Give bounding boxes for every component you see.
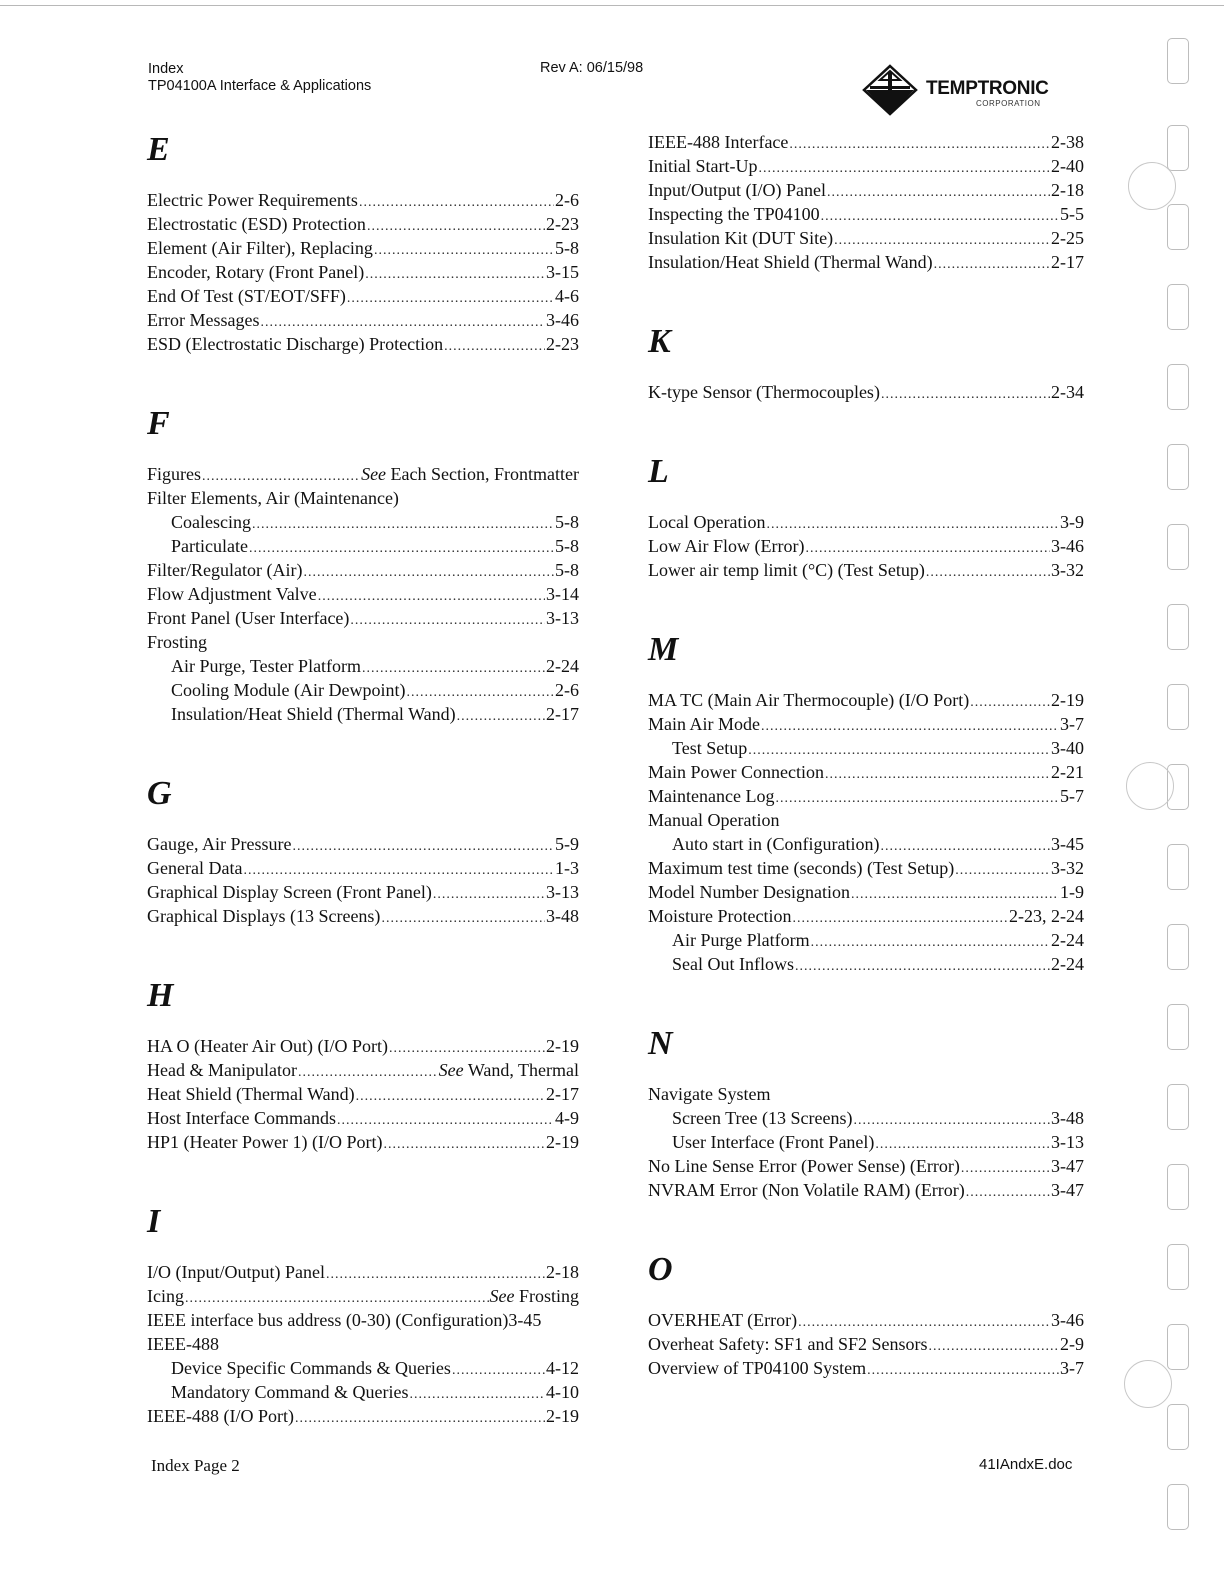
header-doc-title: TP04100A Interface & Applications (148, 78, 372, 94)
index-subentry (147, 654, 579, 678)
entry-page: 2-19 (1051, 690, 1084, 710)
entry-page: 5-8 (555, 512, 579, 532)
index-entry (648, 688, 1084, 712)
see-target: Wand, Thermal (467, 1060, 579, 1080)
index-section (147, 130, 579, 356)
entry-page: 2-21 (1051, 762, 1084, 782)
entry-term: Overview of TP04100 System (648, 1358, 867, 1378)
see-reference: See (438, 1060, 464, 1080)
entry-term: Low Air Flow (Error) (648, 536, 805, 556)
entry-term: Main Air Mode (648, 714, 760, 734)
entry-page: 2-19 (546, 1132, 579, 1152)
index-entry (648, 226, 1084, 250)
index-entry (147, 188, 579, 212)
entry-term: Electric Power Requirements (147, 190, 358, 210)
entry-list (147, 188, 579, 356)
entry-term: Figures (147, 464, 201, 484)
ring-hole (1124, 1360, 1172, 1408)
entry-list (147, 832, 579, 928)
entry-page: 5-8 (555, 238, 579, 258)
entry-term: Seal Out Inflows (672, 954, 794, 974)
index-entry (648, 1356, 1084, 1380)
index-entry (648, 1178, 1084, 1202)
index-subentry (147, 1356, 579, 1380)
entry-page: 2-34 (1051, 382, 1084, 402)
dot-leader (367, 215, 545, 239)
entry-term: Element (Air Filter), Replacing (147, 238, 373, 258)
index-section (147, 404, 579, 726)
dot-leader (350, 609, 545, 633)
entry-page: 3-15 (546, 262, 579, 282)
header-revision: Rev A: 06/15/98 (540, 60, 644, 76)
dot-leader (811, 931, 1050, 955)
entry-term: No Line Sense Error (Power Sense) (Error) (648, 1156, 960, 1176)
entry-page: 2-18 (1051, 180, 1084, 200)
entry-term: NVRAM Error (Non Volatile RAM) (Error) (648, 1180, 965, 1200)
entry-page: 2-25 (1051, 228, 1084, 248)
entry-page: 3-45 (1051, 834, 1084, 854)
section-letter: I (147, 1203, 161, 1240)
index-entry (147, 558, 579, 582)
index-subentry (147, 678, 579, 702)
index-entry (147, 1082, 579, 1106)
footer-file-name: 41IAndxE.doc (979, 1456, 1073, 1473)
index-entry (147, 832, 579, 856)
index-entry (147, 1404, 579, 1428)
index-subentry (648, 832, 1084, 856)
entry-term: Manual Operation (648, 810, 780, 830)
dot-leader (409, 1383, 545, 1407)
entry-term: Inspecting the TP04100 (648, 204, 820, 224)
entry-page: 2-17 (546, 704, 579, 724)
dot-leader (292, 835, 554, 859)
index-entry (147, 212, 579, 236)
index-entry (147, 582, 579, 606)
section-letter: K (648, 323, 671, 360)
entry-list (648, 1082, 1084, 1202)
entry-page: 2-23, 2-24 (1009, 906, 1084, 926)
entry-term: Maintenance Log (648, 786, 775, 806)
entry-term: Filter/Regulator (Air) (147, 560, 303, 580)
entry-term: Maximum test time (seconds) (Test Setup) (648, 858, 955, 878)
entry-page: 2-38 (1051, 132, 1084, 152)
dot-leader (347, 287, 554, 311)
section-letter: N (648, 1025, 673, 1062)
dot-leader (867, 1359, 1059, 1383)
section-letter: O (648, 1251, 673, 1288)
see-reference: See (361, 464, 387, 484)
entry-term: IEEE interface bus address (0-30) (Configuration)3-45 (147, 1310, 542, 1330)
entry-page: 4-12 (546, 1358, 579, 1378)
entry-list (147, 462, 579, 726)
entry-page: 3-7 (1060, 714, 1084, 734)
index-subentry (648, 1106, 1084, 1130)
entry-term: Heat Shield (Thermal Wand) (147, 1084, 355, 1104)
index-entry (648, 154, 1084, 178)
dot-leader (383, 1133, 545, 1157)
dot-leader (955, 859, 1050, 883)
entry-page: 2-17 (546, 1084, 579, 1104)
section-letter: F (147, 405, 170, 442)
index-subentry (147, 1380, 579, 1404)
entry-term: End Of Test (ST/EOT/SFF) (147, 286, 346, 306)
entry-term: K-type Sensor (Thermocouples) (648, 382, 880, 402)
index-entry (648, 784, 1084, 808)
index-subentry (648, 1130, 1084, 1154)
index-section (648, 1250, 1084, 1380)
entry-page: 3-14 (546, 584, 579, 604)
entry-page: 2-24 (1051, 954, 1084, 974)
temptronic-logo (860, 64, 1060, 118)
entry-page: 5-7 (1060, 786, 1084, 806)
index-section (147, 774, 579, 928)
entry-term: Screen Tree (13 Screens) (672, 1108, 853, 1128)
index-entry (147, 1332, 579, 1356)
index-entry (648, 880, 1084, 904)
section-letter: E (147, 131, 170, 168)
logo-subtitle: CORPORATION (976, 99, 1041, 108)
entry-term: HP1 (Heater Power 1) (I/O Port) (147, 1132, 383, 1152)
entry-term: Overheat Safety: SF1 and SF2 Sensors (648, 1334, 928, 1354)
entry-term: Device Specific Commands & Queries (171, 1358, 451, 1378)
header-section: Index (148, 61, 184, 77)
entry-page: 3-13 (546, 608, 579, 628)
binder-hole (1167, 125, 1189, 171)
entry-term: Moisture Protection (648, 906, 792, 926)
entry-page: 2-24 (1051, 930, 1084, 950)
index-entry (147, 1106, 579, 1130)
index-entry (147, 606, 579, 630)
binder-hole (1167, 38, 1189, 84)
entry-term: Auto start in (Configuration) (672, 834, 880, 854)
dot-leader (827, 181, 1050, 205)
binder-hole (1167, 1244, 1189, 1290)
dot-leader (928, 1335, 1059, 1359)
binder-hole (1167, 1484, 1189, 1530)
entry-term: Insulation/Heat Shield (Thermal Wand) (171, 704, 456, 724)
entry-page: 3-32 (1051, 560, 1084, 580)
entry-page: 2-23 (546, 214, 579, 234)
index-entry (648, 250, 1084, 274)
logo-name: TEMPTRONIC (926, 78, 1049, 99)
ring-hole (1128, 162, 1176, 210)
entry-term: Input/Output (I/O) Panel (648, 180, 826, 200)
entry-page: 2-17 (1051, 252, 1084, 272)
dot-leader (926, 561, 1050, 585)
entry-page: 2-6 (555, 680, 579, 700)
entry-term: Gauge, Air Pressure (147, 834, 292, 854)
index-entry (648, 510, 1084, 534)
dot-leader (444, 335, 545, 359)
entry-term: Front Panel (User Interface) (147, 608, 350, 628)
ring-hole (1126, 762, 1174, 810)
entry-term: Flow Adjustment Valve (147, 584, 317, 604)
dot-leader (789, 133, 1050, 157)
dot-leader (761, 715, 1059, 739)
entry-page: 3-48 (1051, 1108, 1084, 1128)
dot-leader (365, 263, 545, 287)
section-letter: G (147, 775, 172, 812)
entry-page: 3-47 (1051, 1180, 1084, 1200)
dot-leader (252, 513, 554, 537)
index-section (648, 630, 1084, 976)
index-entry (147, 1034, 579, 1058)
entry-term: Head & Manipulator (147, 1060, 297, 1080)
entry-term: Coalescing (171, 512, 251, 532)
entry-list (147, 1034, 579, 1154)
entry-term: Frosting (147, 632, 208, 652)
binder-hole (1167, 524, 1189, 570)
entry-term: IEEE-488 (147, 1334, 219, 1354)
entry-term: Particulate (171, 536, 248, 556)
entry-page: 2-9 (1060, 1334, 1084, 1354)
dot-leader (457, 705, 545, 729)
entry-term: General Data (147, 858, 243, 878)
page-top-border (0, 5, 1224, 6)
entry-page: 3-13 (546, 882, 579, 902)
dot-leader (821, 205, 1059, 229)
entry-list (648, 688, 1084, 976)
entry-list (147, 1260, 579, 1428)
index-subentry (147, 510, 579, 534)
binder-hole (1167, 844, 1189, 890)
dot-leader (961, 1157, 1050, 1181)
entry-page: 2-23 (546, 334, 579, 354)
index-subentry (648, 928, 1084, 952)
index-entry (147, 308, 579, 332)
entry-list (648, 130, 1084, 274)
index-entry (147, 332, 579, 356)
index-entry (648, 534, 1084, 558)
see-reference: See (489, 1286, 515, 1306)
index-entry (648, 178, 1084, 202)
binder-hole (1167, 1004, 1189, 1050)
index-subentry (648, 736, 1084, 760)
dot-leader (318, 585, 545, 609)
entry-page: 5-9 (555, 834, 579, 854)
index-entry (147, 1130, 579, 1154)
entry-page: 2-24 (546, 656, 579, 676)
index-subentry (648, 952, 1084, 976)
dot-leader (452, 1359, 545, 1383)
entry-page: 2-6 (555, 190, 579, 210)
index-entry (147, 1284, 579, 1308)
entry-term: OVERHEAT (Error) (648, 1310, 798, 1330)
binder-hole (1167, 1084, 1189, 1130)
index-subentry (147, 702, 579, 726)
index-entry (147, 880, 579, 904)
entry-term: IEEE-488 (I/O Port) (147, 1406, 294, 1426)
index-entry (147, 630, 579, 654)
entry-page: 3-32 (1051, 858, 1084, 878)
entry-page: 5-5 (1060, 204, 1084, 224)
entry-list (648, 380, 1084, 404)
dot-leader (825, 763, 1050, 787)
index-entry (648, 808, 1084, 832)
dot-leader (356, 1085, 545, 1109)
index-section (648, 452, 1084, 582)
index-section (648, 130, 1084, 274)
section-letter: L (648, 453, 669, 490)
index-entry (648, 380, 1084, 404)
entry-term: Model Number Designation (648, 882, 850, 902)
entry-term: Main Power Connection (648, 762, 824, 782)
dot-leader (792, 907, 1008, 931)
entry-term: Navigate System (648, 1084, 771, 1104)
binder-hole (1167, 1164, 1189, 1210)
entry-page: 1-3 (555, 858, 579, 878)
entry-list (648, 1308, 1084, 1380)
dot-leader (303, 561, 554, 585)
entry-term: Cooling Module (Air Dewpoint) (171, 680, 406, 700)
dot-leader (433, 883, 545, 907)
entry-term: Air Purge Platform (672, 930, 810, 950)
entry-term: Graphical Displays (13 Screens) (147, 906, 381, 926)
binder-hole (1167, 444, 1189, 490)
dot-leader (934, 253, 1050, 277)
entry-term: MA TC (Main Air Thermocouple) (I/O Port) (648, 690, 970, 710)
section-letter: M (648, 631, 679, 668)
dot-leader (853, 1109, 1050, 1133)
entry-page: 2-19 (546, 1406, 579, 1426)
entry-term: Lower air temp limit (°C) (Test Setup) (648, 560, 925, 580)
index-entry (648, 856, 1084, 880)
entry-page: 5-8 (555, 536, 579, 556)
entry-term: Graphical Display Screen (Front Panel) (147, 882, 432, 902)
binder-hole (1167, 684, 1189, 730)
binder-hole (1167, 1324, 1189, 1370)
entry-term: Local Operation (648, 512, 766, 532)
index-subentry (147, 534, 579, 558)
index-entry (147, 236, 579, 260)
entry-page: 2-40 (1051, 156, 1084, 176)
index-entry (648, 558, 1084, 582)
index-entry (648, 1332, 1084, 1356)
index-entry (648, 904, 1084, 928)
entry-page: 2-19 (546, 1036, 579, 1056)
index-section (147, 1202, 579, 1428)
index-entry (147, 260, 579, 284)
index-entry (147, 284, 579, 308)
entry-page: 4-9 (555, 1108, 579, 1128)
entry-page: 5-8 (555, 560, 579, 580)
binder-hole (1167, 364, 1189, 410)
entry-list (648, 510, 1084, 582)
entry-page: 3-47 (1051, 1156, 1084, 1176)
index-entry (648, 1082, 1084, 1106)
entry-term: Filter Elements, Air (Maintenance) (147, 488, 399, 508)
temptronic-diamond-icon (860, 64, 920, 118)
entry-page: 3-7 (1060, 1358, 1084, 1378)
entry-term: HA O (Heater Air Out) (I/O Port) (147, 1036, 388, 1056)
entry-page: 4-6 (555, 286, 579, 306)
index-entry (147, 1058, 579, 1082)
dot-leader (970, 691, 1050, 715)
entry-page: 4-10 (546, 1382, 579, 1402)
entry-term: User Interface (Front Panel) (672, 1132, 875, 1152)
entry-page (361, 462, 579, 486)
footer-page-label: Index Page 2 (151, 1456, 240, 1475)
index-entry (147, 462, 579, 486)
index-entry (648, 1308, 1084, 1332)
entry-term: I/O (Input/Output) Panel (147, 1262, 325, 1282)
entry-term: Insulation/Heat Shield (Thermal Wand) (648, 252, 933, 272)
entry-term: Encoder, Rotary (Front Panel) (147, 262, 365, 282)
entry-page: 3-48 (546, 906, 579, 926)
index-column-left (147, 130, 579, 1476)
binder-hole (1167, 924, 1189, 970)
binder-hole (1167, 284, 1189, 330)
entry-page (490, 1284, 580, 1308)
index-section (147, 976, 579, 1154)
entry-term: Initial Start-Up (648, 156, 758, 176)
dot-leader (966, 1181, 1050, 1205)
entry-page: 1-9 (1060, 882, 1084, 902)
entry-page: 3-46 (1051, 1310, 1084, 1330)
index-entry (147, 904, 579, 928)
entry-page: 3-46 (546, 310, 579, 330)
dot-leader (775, 787, 1059, 811)
entry-term: ESD (Electrostatic Discharge) Protection (147, 334, 444, 354)
see-target: Each Section, Frontmatter (390, 464, 579, 484)
dot-leader (795, 955, 1050, 979)
entry-term: Icing (147, 1286, 184, 1306)
index-entry (648, 712, 1084, 736)
entry-page: 3-46 (1051, 536, 1084, 556)
entry-term: Insulation Kit (DUT Site) (648, 228, 834, 248)
entry-page: 3-40 (1051, 738, 1084, 758)
index-entry (648, 130, 1084, 154)
index-entry (147, 1260, 579, 1284)
index-entry (147, 1308, 579, 1332)
entry-term: IEEE-488 Interface (648, 132, 789, 152)
entry-term: Electrostatic (ESD) Protection (147, 214, 366, 234)
dot-leader (881, 383, 1050, 407)
dot-leader (359, 191, 554, 215)
entry-term: Air Purge, Tester Platform (171, 656, 362, 676)
section-letter: H (147, 977, 174, 1014)
index-entry (147, 856, 579, 880)
index-section (648, 1024, 1084, 1202)
entry-term: Mandatory Command & Queries (171, 1382, 409, 1402)
entry-term: Error Messages (147, 310, 260, 330)
entry-page: 3-9 (1060, 512, 1084, 532)
binder-hole (1167, 1404, 1189, 1450)
entry-page: 3-13 (1051, 1132, 1084, 1152)
index-entry (648, 202, 1084, 226)
binder-hole (1167, 204, 1189, 250)
entry-term: Test Setup (672, 738, 748, 758)
dot-leader (381, 907, 545, 931)
see-target: Frosting (518, 1286, 579, 1306)
dot-leader (295, 1407, 545, 1431)
entry-term: Host Interface Commands (147, 1108, 336, 1128)
dot-leader (374, 239, 554, 263)
dot-leader (766, 513, 1059, 537)
binder-hole (1167, 604, 1189, 650)
index-entry (648, 760, 1084, 784)
running-header (148, 61, 371, 95)
entry-page (439, 1058, 579, 1082)
entry-page: 2-18 (546, 1262, 579, 1282)
index-entry (147, 486, 579, 510)
index-column-right (648, 130, 1084, 1428)
index-entry (648, 1154, 1084, 1178)
index-section (648, 322, 1084, 404)
